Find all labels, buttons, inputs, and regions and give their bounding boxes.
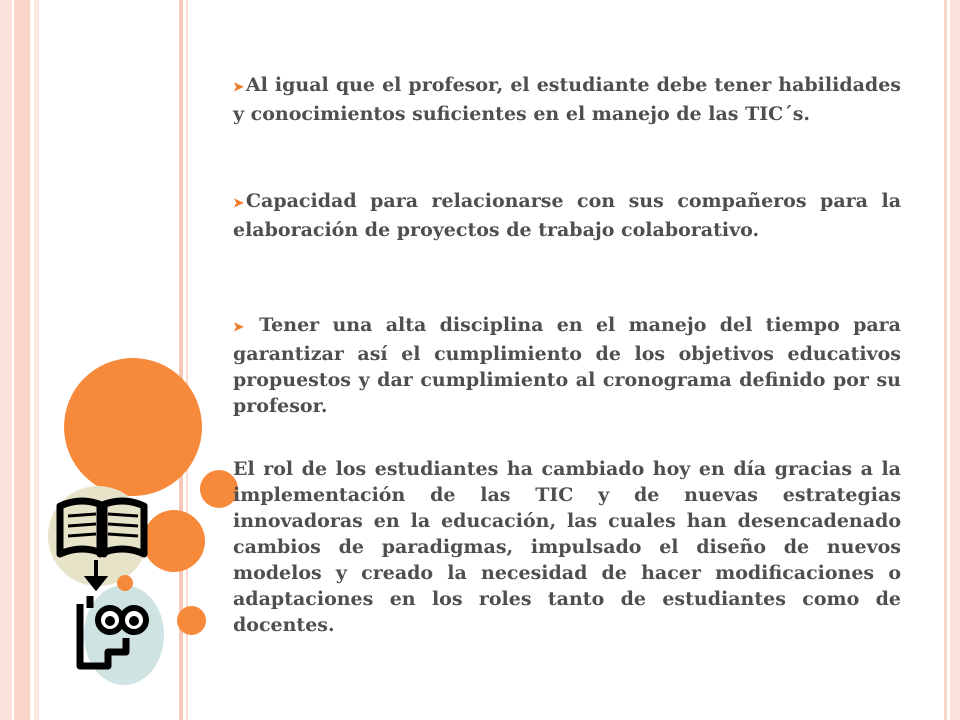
decor-circle-large <box>64 358 202 496</box>
body-paragraph: El rol de los estudiantes ha cambiado hoy en día gracias a la implementación de las TIC y de nuevas estrategias innovadoras en la educación, las cuales han desencadenado cambios de paradigmas, impulsado el diseño de nuevos modelos y creado la necesidad de hacer modificaciones o adaptaciones en los roles tanto de estudiantes como de docentes. <box>233 458 901 636</box>
decor-stripe <box>944 0 947 720</box>
decor-stripe <box>950 0 960 720</box>
decor-stripe <box>0 0 12 720</box>
decor-stripe <box>14 0 30 720</box>
arrow-bullet-icon: ➤ <box>233 80 244 95</box>
decor-circle-small <box>177 606 206 635</box>
arrow-bullet-icon: ➤ <box>233 196 244 211</box>
book-and-reader-icon <box>54 488 166 684</box>
bullet-item <box>233 312 901 419</box>
bullet-text: Capacidad para relacionarse con sus compañeros para la elaboración de proyectos de trabajo colaborativo. <box>233 190 901 241</box>
arrow-bullet-icon: ➤ <box>233 320 244 335</box>
bullet-item <box>233 188 901 243</box>
bullet-text: Al igual que el profesor, el estudiante debe tener habilidades y conocimientos suficientes en el manejo de las TIC´s. <box>233 74 901 125</box>
decor-stripe <box>34 0 39 720</box>
bullet-item <box>233 72 901 127</box>
bullet-text: Tener una alta disciplina en el manejo del tiempo para garantizar así el cumplimiento de los objetivos educativos propuestos y dar cumplimiento al cronograma definido por su profesor. <box>233 314 901 417</box>
